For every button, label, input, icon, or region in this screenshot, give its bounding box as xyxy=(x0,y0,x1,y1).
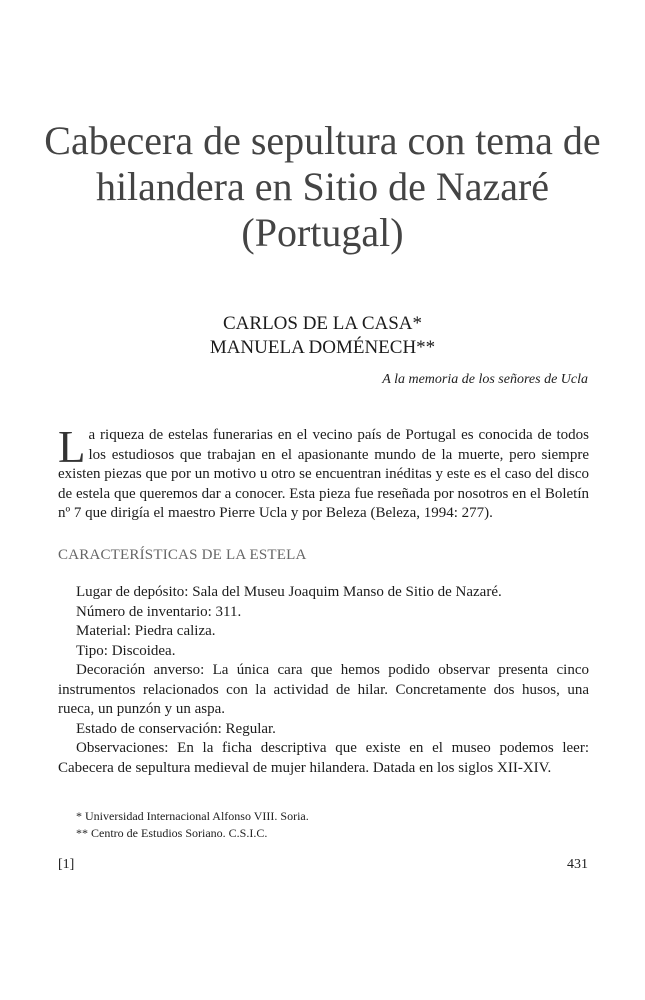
field-decoracion: Decoración anverso: La única cara que hemos podido observar presenta cinco instrumentos relacionados con la actividad de hilar. Concretamente dos husos, una rueca, un punzón y un aspa. xyxy=(58,662,589,717)
article-title xyxy=(40,118,605,256)
title-line: hilandera en Sitio de Nazaré xyxy=(95,164,550,209)
intro-paragraph xyxy=(58,422,589,524)
footnotes xyxy=(76,808,576,842)
intro-text: a riqueza de estelas funerarias en el vecino país de Portugal es conocida de todos los estudiosos que trabajan en el apasionante mundo de la muerte, pero siempre existen piezas que por un motivo u otro se encuentran inéditas y este es el caso del disco de estela que queremos dar a conocer. Esta pieza fue reseñada por nosotros en el Boletín nº 7 que dirigía el maestro Pierre Ucla y por Beleza (Beleza, 1994: 277). xyxy=(58,427,589,521)
page-number: 431 xyxy=(567,857,588,872)
title-line: Cabecera de sepultura con tema de xyxy=(44,118,601,163)
title-line: (Portugal) xyxy=(241,210,404,255)
dedication: A la memoria de los señores de Ucla xyxy=(382,372,588,387)
field-tipo: Tipo: Discoidea. xyxy=(76,642,176,659)
footnote: * Universidad Internacional Alfonso VIII. Soria. xyxy=(76,809,309,823)
characteristics-list xyxy=(58,583,589,778)
field-lugar: Lugar de depósito: Sala del Museu Joaquim Manso de Sitio de Nazaré. xyxy=(76,584,502,600)
field-inventario: Número de inventario: 311. xyxy=(76,603,242,620)
field-material: Material: Piedra caliza. xyxy=(76,623,216,639)
author-name: CARLOS DE LA CASA* xyxy=(223,313,422,334)
author-name: MANUELA DOMÉNECH** xyxy=(209,337,436,358)
field-estado: Estado de conservación: Regular. xyxy=(76,720,276,737)
footnote: ** Centro de Estudios Soriano. C.S.I.C. xyxy=(76,826,268,840)
drop-cap: L xyxy=(58,422,86,472)
folio-left: [1] xyxy=(58,857,75,872)
section-heading: CARACTERÍSTICAS DE LA ESTELA xyxy=(58,547,307,563)
field-observaciones: Observaciones: En la ficha descriptiva que existe en el museo podemos leer: Cabecera de sepultura medieval de mujer hilandera. Datada en los siglos XII-XIV. xyxy=(58,740,589,776)
author-list xyxy=(40,312,605,360)
